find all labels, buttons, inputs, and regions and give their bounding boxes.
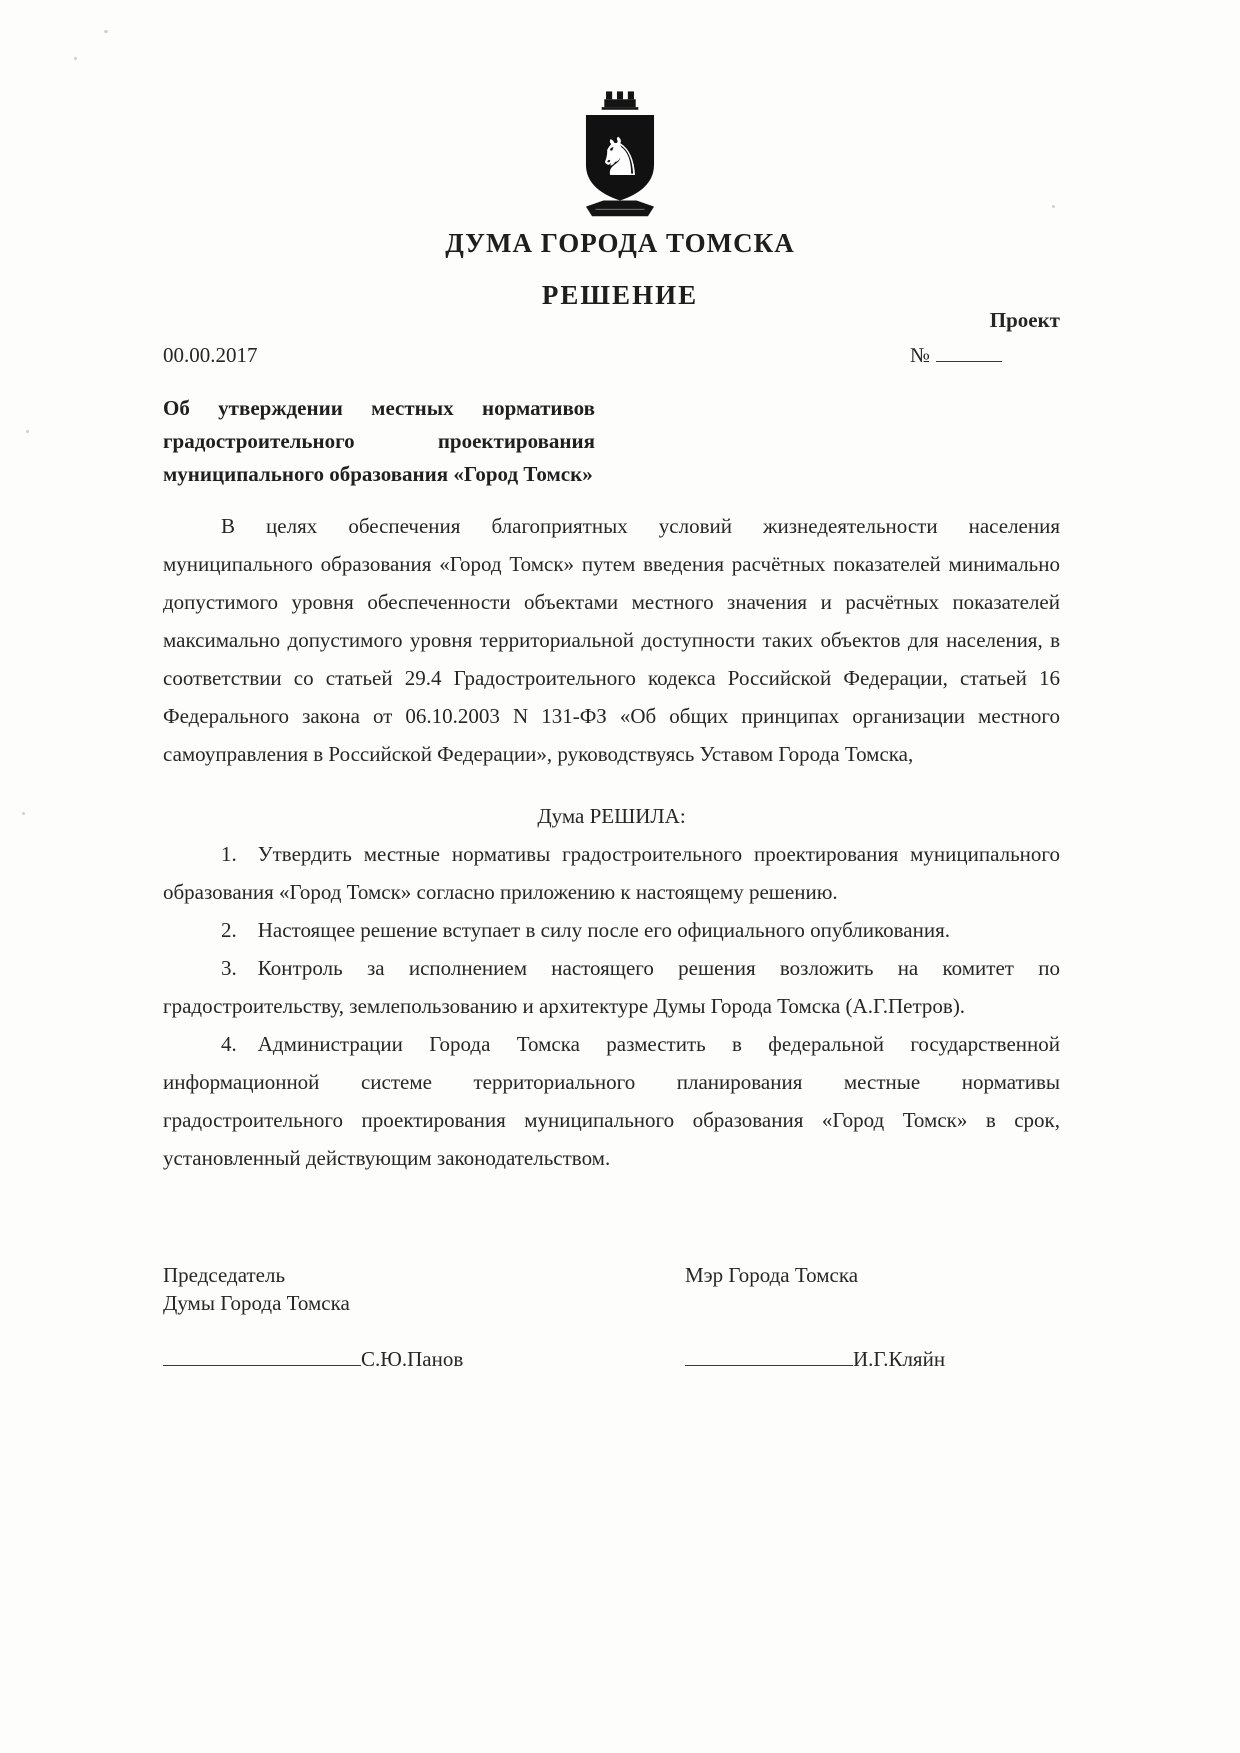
- scan-speck: [74, 57, 77, 60]
- scan-speck: [22, 812, 25, 815]
- resolution-item-1: 1. Утвердить местные нормативы градостроительного проектирования муниципального образования «Город Томск» согласно приложению к настоящему решению.: [163, 842, 1060, 904]
- right-signature-row: [685, 1345, 945, 1373]
- left-signer-title: [163, 1261, 685, 1317]
- document-number: [910, 342, 1002, 368]
- left-signer-title-line2: Думы Города Томска: [163, 1291, 350, 1315]
- left-signature-line: [163, 1346, 361, 1366]
- resolution-item-4: 4. Администрации Города Томска разместить в федеральной государственной информационной системе территориального планирования местные нормативы градостроительного проектирования муниципального образования «Город Томск» в срок, установленный действующим законодательством.: [163, 1032, 1060, 1170]
- right-signature-line: [685, 1346, 853, 1366]
- right-signature-column: [685, 1261, 1060, 1411]
- left-signer-name: С.Ю.Панов: [361, 1347, 464, 1371]
- horse-icon: ♞: [596, 127, 644, 189]
- resolution-item-2: 2. Настоящее решение вступает в силу после его официального опубликования.: [221, 918, 950, 942]
- document-type-title: РЕШЕНИЕ: [541, 280, 699, 310]
- signature-block: [163, 1261, 1060, 1411]
- draft-label: Проект: [989, 308, 1060, 332]
- right-signer-name: И.Г.Кляйн: [853, 1347, 946, 1371]
- meta-row: [163, 342, 1060, 368]
- preamble-paragraph: В целях обеспечения благоприятных условий жизнедеятельности населения муниципального образования «Город Томск» путем введения расчётных показателей минимально допустимого уровня обеспеченности объектами местного значения и расчётных показателей максимально допустимого уровня территориальной доступности таких объектов для населения, в соответствии со статьей 29.4 Градостроительного кодекса Российской Федерации, статьей 16 Федерального закона от 06.10.2003 N 131-ФЗ «Об общих принципах организации местного самоуправления в Российской Федерации», руководствуясь Уставом Города Томска,: [163, 514, 1060, 766]
- scan-speck: [26, 430, 29, 433]
- document-date: 00.00.2017: [163, 343, 258, 367]
- right-signer-title: Мэр Города Томска: [685, 1263, 859, 1287]
- crown-icon: [602, 91, 639, 109]
- coat-of-arms-graphic: [572, 86, 668, 226]
- scan-speck: [104, 30, 108, 33]
- tomsk-coat-of-arms: [572, 86, 668, 231]
- organization-name: ДУМА ГОРОДА ТОМСКА: [445, 228, 795, 258]
- subject-heading: Об утверждении местных нормативов градостроительного проектирования муниципального образования «Город Томск»: [163, 396, 595, 486]
- scan-speck: [1052, 205, 1055, 208]
- left-signature-row: [163, 1345, 463, 1373]
- left-signer-title-line1: Председатель: [163, 1263, 286, 1287]
- document-body: [163, 308, 1060, 1411]
- left-signature-column: [163, 1261, 685, 1411]
- number-blank-line: [936, 342, 1002, 362]
- resolution-item-3: 3. Контроль за исполнением настоящего решения возложить на комитет по градостроительству, землепользованию и архитектуре Думы Города Томска (А.Г.Петров).: [163, 956, 1060, 1018]
- number-sign: №: [909, 343, 930, 367]
- ribbon-icon: [586, 201, 654, 217]
- resolution-heading: Дума РЕШИЛА:: [537, 804, 686, 828]
